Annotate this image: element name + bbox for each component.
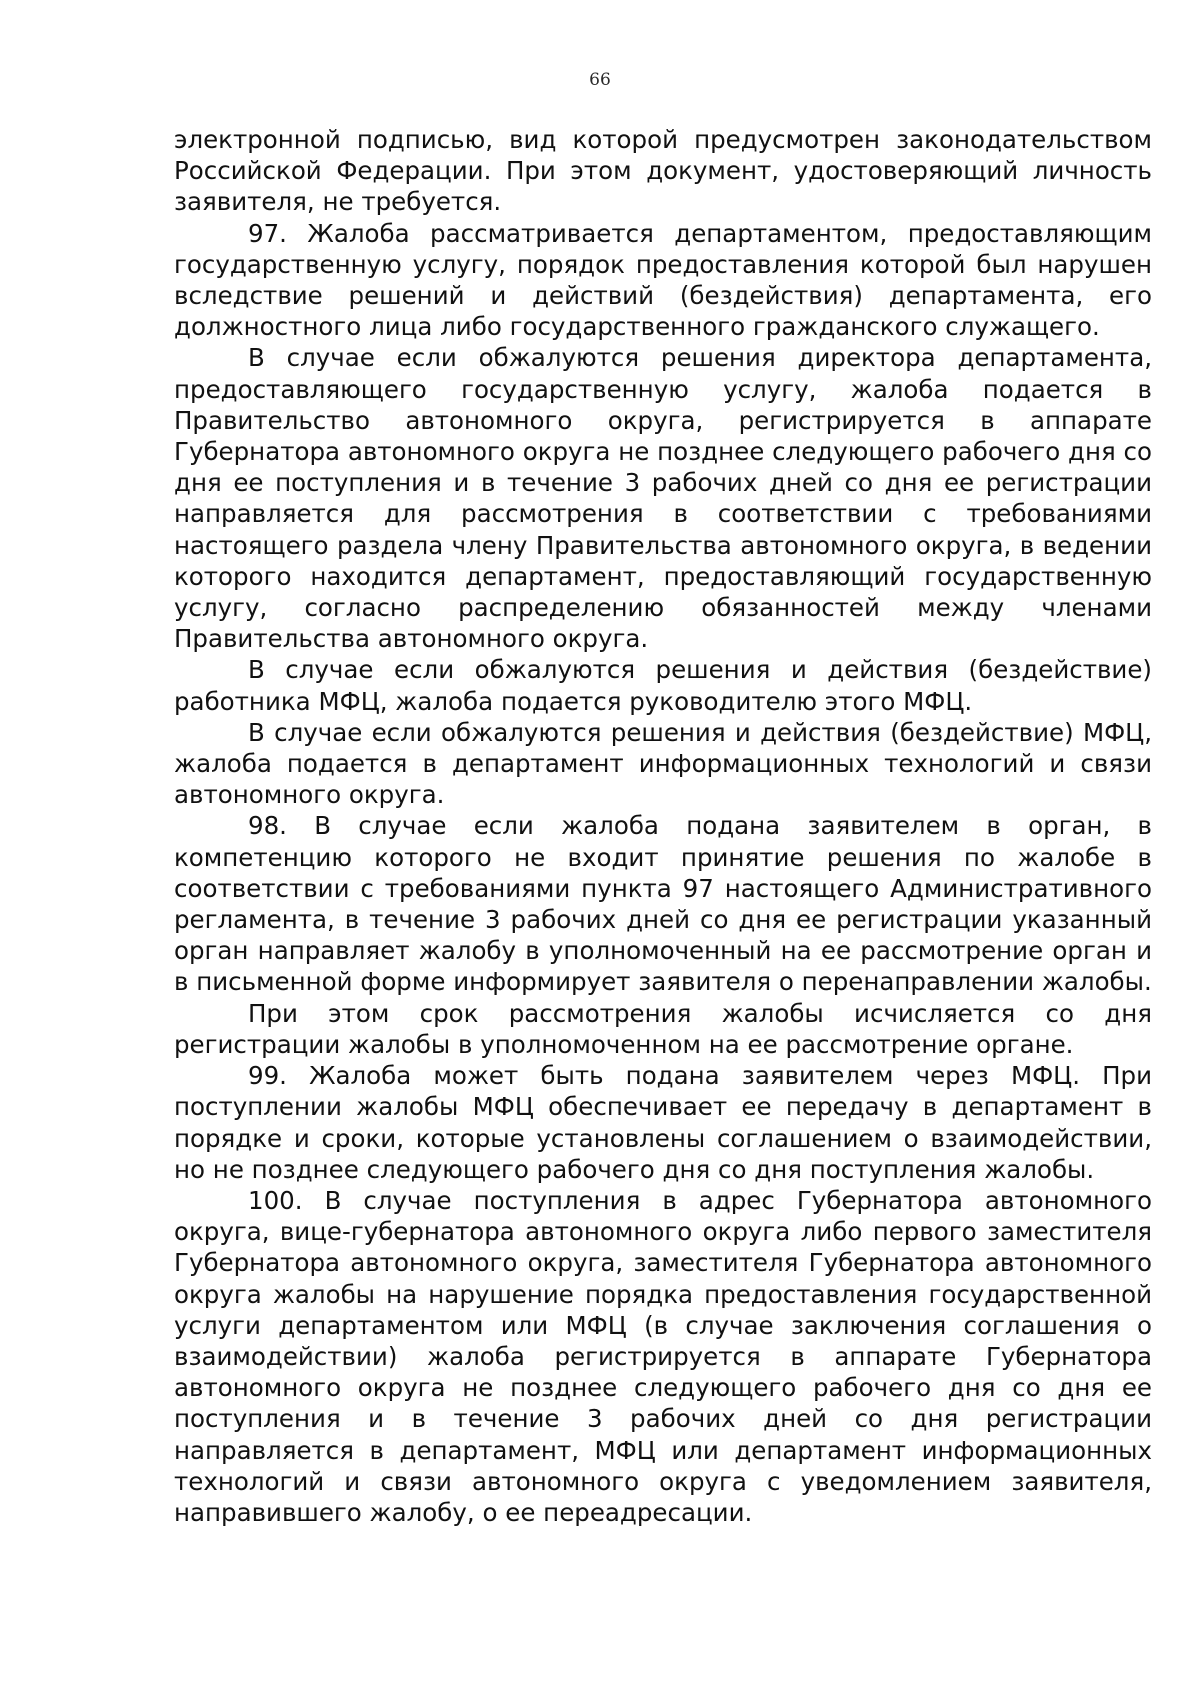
paragraph-99: 99. Жалоба может быть подана заявителем через МФЦ. При поступлении жалобы МФЦ обеспечивает ее передачу в департамент в порядке и сроки, которые установлены соглашением о взаимодействии, но не позднее следующего рабочего дня со дня поступления жалобы. <box>174 1061 1152 1184</box>
paragraph-100: 100. В случае поступления в адрес Губернатора автономного округа, вице-губернатора автономного округа либо первого заместителя Губернатора автономного округа, заместителя Губернатора автономного округа жалобы на нарушение порядка предоставления государственной услуги департаментом или МФЦ (в случае заключения соглашения о взаимодействии) жалоба регистрируется в аппарате Губернатора автономного округа не позднее следующего рабочего дня со дня ее поступления и в течение 3 рабочих дней со дня регистрации направляется в департамент, МФЦ или департамент информационных технологий и связи автономного округа с уведомлением заявителя, направившего жалобу, о ее переадресации. <box>174 1185 1152 1527</box>
paragraph-98: 98. В случае если жалоба подана заявителем в орган, в компетенцию которого не входит принятие решения по жалобе в соответствии с требованиями пункта 97 настоящего Административного регламента, в течение 3 рабочих дней со дня ее регистрации указанный орган направляет жалобу в уполномоченный на ее рассмотрение орган и в письменной форме информирует заявителя о перенаправлении жалобы. <box>174 811 1152 997</box>
paragraph-98-term: При этом срок рассмотрения жалобы исчисляется со дня регистрации жалобы в уполномоченном на ее рассмотрение органе. <box>174 998 1152 1059</box>
paragraph-97: 97. Жалоба рассматривается департаментом, предоставляющим государственную услугу, порядок предоставления которой был нарушен вследствие решений и действий (бездействия) департамента, его должностного лица либо государственного гражданского служащего. <box>174 218 1152 342</box>
document-body <box>174 124 1152 1528</box>
paragraph-97-mfc-appeal: В случае если обжалуются решения и действия (бездействие) МФЦ, жалоба подается в департамент информационных технологий и связи автономного округа. <box>174 717 1152 810</box>
paragraph-continuation: электронной подписью, вид которой предусмотрен законодательством Российской Федерации. При этом документ, удостоверяющий личность заявителя, не требуется. <box>174 125 1152 217</box>
paragraph-97-director-appeal: В случае если обжалуются решения директора департамента, предоставляющего государственную услугу, жалоба подается в Правительство автономного округа, регистрируется в аппарате Губернатора автономного округа не позднее следующего рабочего дня со дня ее поступления и в течение 3 рабочих дней со дня ее регистрации направляется для рассмотрения в соответствии с требованиями настоящего раздела члену Правительства автономного округа, в ведении которого находится департамент, предоставляющий государственную услугу, согласно распределению обязанностей между членами Правительства автономного округа. <box>174 343 1152 654</box>
paragraph-97-mfc-employee-appeal: В случае если обжалуются решения и действия (бездействие) работника МФЦ, жалоба подается руководителю этого МФЦ. <box>174 655 1152 716</box>
page-number: 66 <box>589 70 611 90</box>
